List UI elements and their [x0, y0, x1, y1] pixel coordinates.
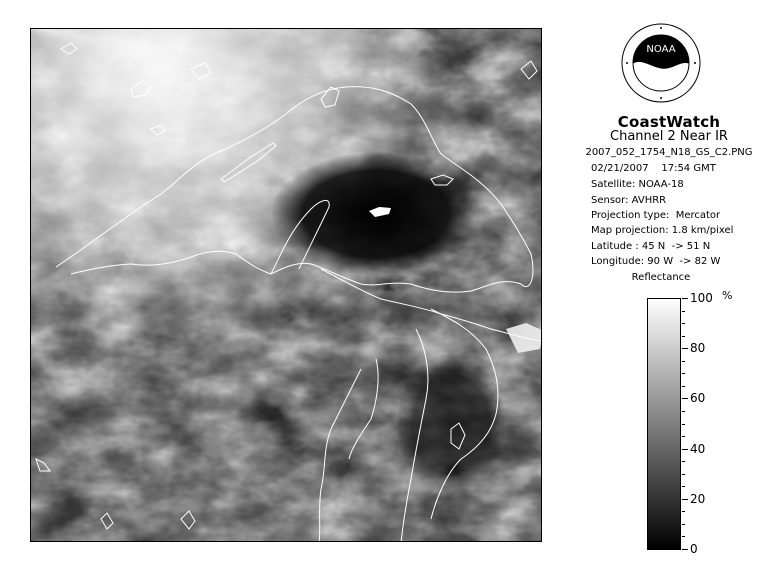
satellite-image: [30, 28, 542, 542]
colorbar-label: Reflectance: [631, 272, 691, 283]
colorbar-minor-tick: [682, 298, 685, 299]
datetime-text: 02/21/2007 17:54 GMT: [591, 163, 716, 174]
colorbar-minor-tick: [682, 486, 685, 487]
colorbar-minor-tick: [682, 361, 685, 362]
latitude-text: Latitude : 45 N -> 51 N: [591, 241, 711, 252]
colorbar-tick-label: 80: [690, 341, 706, 355]
colorbar-minor-tick: [682, 461, 685, 462]
sensor-text: Sensor: AVHRR: [591, 195, 667, 206]
channel-subtitle: Channel 2 Near IR: [610, 129, 728, 144]
map-projection-text: Map projection: 1.8 km/pixel: [591, 225, 734, 236]
colorbar-minor-tick: [682, 373, 685, 374]
colorbar-minor-tick: [682, 411, 685, 412]
colorbar-minor-tick: [682, 549, 685, 550]
colorbar-minor-tick: [682, 536, 685, 537]
colorbar: [647, 298, 681, 550]
colorbar-tick-label: 100: [690, 291, 713, 305]
logo-text: NOAA: [646, 44, 676, 55]
colorbar-minor-tick: [682, 311, 685, 312]
image-filename: 2007_052_1754_N18_GS_C2.PNG: [585, 147, 753, 158]
colorbar-minor-tick: [682, 449, 685, 450]
colorbar-minor-tick: [682, 474, 685, 475]
colorbar-tick-label: 60: [690, 391, 706, 405]
colorbar-tick-label: 0: [690, 542, 698, 556]
satellite-text: Satellite: NOAA-18: [591, 179, 684, 190]
satellite-image-svg: [31, 29, 542, 542]
longitude-text: Longitude: 90 W -> 82 W: [591, 256, 721, 267]
product-title: CoastWatch: [617, 113, 721, 131]
colorbar-minor-tick: [682, 499, 685, 500]
colorbar-minor-tick: [682, 336, 685, 337]
colorbar-minor-tick: [682, 398, 685, 399]
colorbar-tick-label: 40: [690, 442, 706, 456]
colorbar-tick-label: 20: [690, 492, 706, 506]
colorbar-minor-tick: [682, 323, 685, 324]
noaa-logo-icon: [620, 22, 702, 104]
colorbar-minor-tick: [682, 424, 685, 425]
colorbar-minor-tick: [682, 524, 685, 525]
colorbar-unit: %: [722, 289, 733, 302]
colorbar-minor-tick: [682, 386, 685, 387]
colorbar-minor-tick: [682, 436, 685, 437]
colorbar-minor-tick: [682, 511, 685, 512]
projection-text: Projection type: Mercator: [591, 210, 721, 221]
colorbar-minor-tick: [682, 348, 685, 349]
